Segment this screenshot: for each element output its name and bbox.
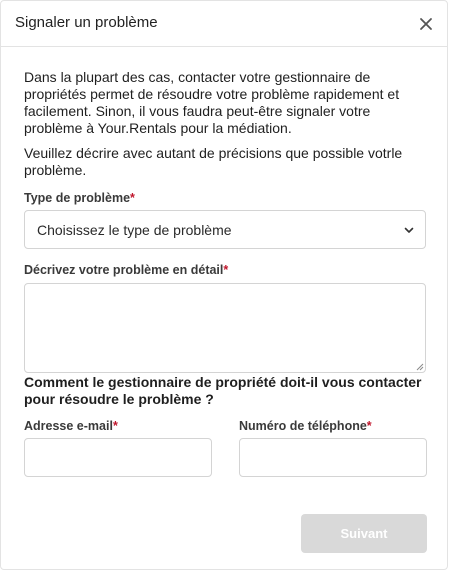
description-textarea[interactable]: [24, 283, 426, 373]
required-mark: *: [130, 191, 135, 205]
email-label: [24, 419, 118, 433]
resize-handle-icon[interactable]: [415, 362, 424, 371]
close-icon[interactable]: [417, 15, 435, 33]
problem-type-selected-value: Choisissez le type de problème: [37, 222, 232, 238]
email-label-text: Adresse e-mail: [24, 419, 113, 433]
problem-type-label: [24, 191, 135, 205]
intro-paragraph-1: Dans la plupart des cas, contacter votre gestionnaire de propriétés permet de résoudre votre problème rapidement et facilement. Sinon, il vous faudra peut-être signaler votre problème à Your.Rentals pour la médiation.: [24, 69, 400, 136]
intro-paragraph-2: Veuillez décrire avec autant de précisions que possible votrle problème.: [24, 145, 403, 178]
phone-label: [239, 419, 372, 433]
problem-type-select[interactable]: [24, 210, 426, 249]
required-mark: *: [112, 419, 118, 433]
description-label: [24, 263, 228, 277]
next-button[interactable]: Suivant: [301, 514, 427, 553]
email-input[interactable]: [24, 438, 212, 477]
dialog-header: [1, 1, 447, 47]
phone-input[interactable]: [239, 438, 427, 477]
phone-label-text: Numéro de téléphone: [239, 419, 367, 433]
problem-type-label-text: Type de problème: [24, 191, 131, 205]
required-mark: *: [223, 263, 229, 277]
contact-question: Comment le gestionnaire de propriété doit-il vous contacter pour résoudre le problème ?: [24, 374, 422, 407]
description-label-text: Décrivez votre problème en détail: [24, 263, 224, 277]
intro-text: [24, 69, 426, 179]
required-mark: *: [366, 419, 372, 433]
chevron-down-icon: [403, 224, 415, 236]
dialog-title: Signaler un problème: [15, 14, 158, 31]
